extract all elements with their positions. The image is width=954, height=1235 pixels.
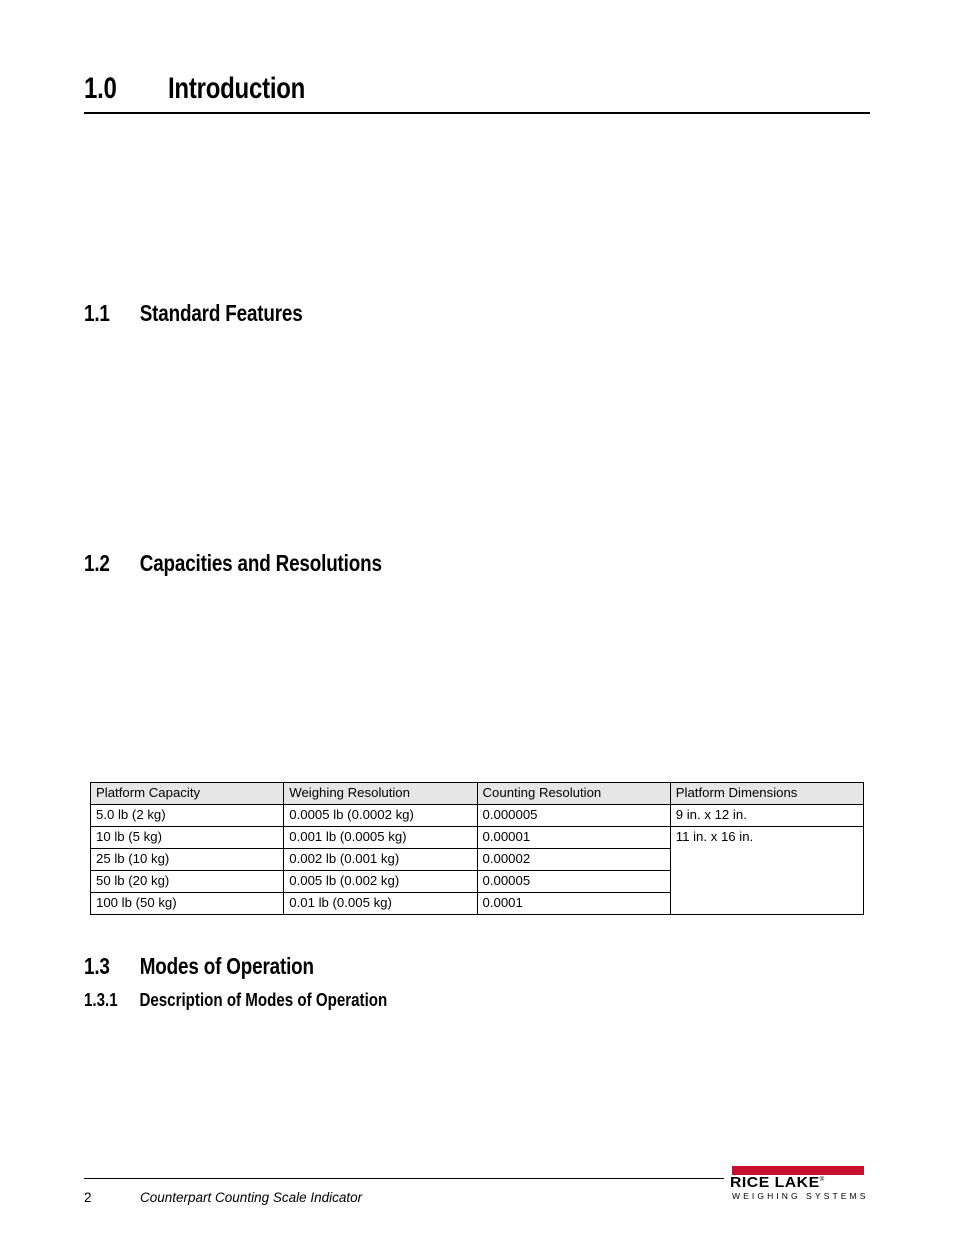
section-title: Capacities and Resolutions bbox=[139, 550, 382, 576]
section-number: 1.2 bbox=[84, 550, 110, 576]
section-title: Introduction bbox=[168, 72, 306, 105]
table-cell: 0.01 lb (0.005 kg) bbox=[284, 893, 477, 915]
heading-description-of-modes bbox=[84, 990, 387, 1011]
page-number: 2 bbox=[84, 1190, 92, 1205]
table-cell: 0.00001 bbox=[477, 827, 670, 849]
section-number: 1.0 bbox=[84, 72, 117, 105]
table-cell: 0.0005 lb (0.0002 kg) bbox=[284, 805, 477, 827]
table-row bbox=[91, 827, 864, 849]
footer-rule bbox=[84, 1178, 724, 1179]
table-header-row bbox=[91, 783, 864, 805]
capacities-table bbox=[90, 782, 864, 915]
table-cell: 0.00002 bbox=[477, 849, 670, 871]
table-header: Counting Resolution bbox=[477, 783, 670, 805]
table-row bbox=[91, 805, 864, 827]
heading-standard-features bbox=[84, 300, 303, 327]
table-cell: 100 lb (50 kg) bbox=[91, 893, 284, 915]
table-header: Weighing Resolution bbox=[284, 783, 477, 805]
table-cell: 0.00005 bbox=[477, 871, 670, 893]
table-cell: 0.001 lb (0.0005 kg) bbox=[284, 827, 477, 849]
table-cell: 0.000005 bbox=[477, 805, 670, 827]
table-header: Platform Dimensions bbox=[670, 783, 863, 805]
logo-wordmark: RICE LAKE bbox=[730, 1174, 820, 1191]
heading-modes-of-operation bbox=[84, 953, 314, 980]
table-cell: 0.002 lb (0.001 kg) bbox=[284, 849, 477, 871]
section-number: 1.3.1 bbox=[84, 990, 118, 1010]
table-cell: 50 lb (20 kg) bbox=[91, 871, 284, 893]
section-title: Modes of Operation bbox=[139, 953, 314, 979]
section-number: 1.1 bbox=[84, 300, 110, 326]
table-cell: 9 in. x 12 in. bbox=[670, 805, 863, 827]
section-number: 1.3 bbox=[84, 953, 110, 979]
table-header: Platform Capacity bbox=[91, 783, 284, 805]
title-rule bbox=[84, 112, 870, 114]
table-cell: 0.0001 bbox=[477, 893, 670, 915]
registered-mark: ® bbox=[819, 1177, 825, 1183]
rice-lake-logo bbox=[728, 1166, 868, 1202]
table-cell: 5.0 lb (2 kg) bbox=[91, 805, 284, 827]
table-cell: 11 in. x 16 in. bbox=[670, 827, 863, 915]
section-title: Description of Modes of Operation bbox=[139, 990, 388, 1010]
table-cell: 10 lb (5 kg) bbox=[91, 827, 284, 849]
table-cell: 0.005 lb (0.002 kg) bbox=[284, 871, 477, 893]
page-title bbox=[84, 72, 305, 106]
table-cell: 25 lb (10 kg) bbox=[91, 849, 284, 871]
section-title: Standard Features bbox=[139, 300, 303, 326]
logo-subtitle: WEIGHING SYSTEMS bbox=[732, 1191, 869, 1201]
footer-doc-title: Counterpart Counting Scale Indicator bbox=[140, 1190, 363, 1205]
heading-capacities-and-resolutions bbox=[84, 550, 382, 577]
